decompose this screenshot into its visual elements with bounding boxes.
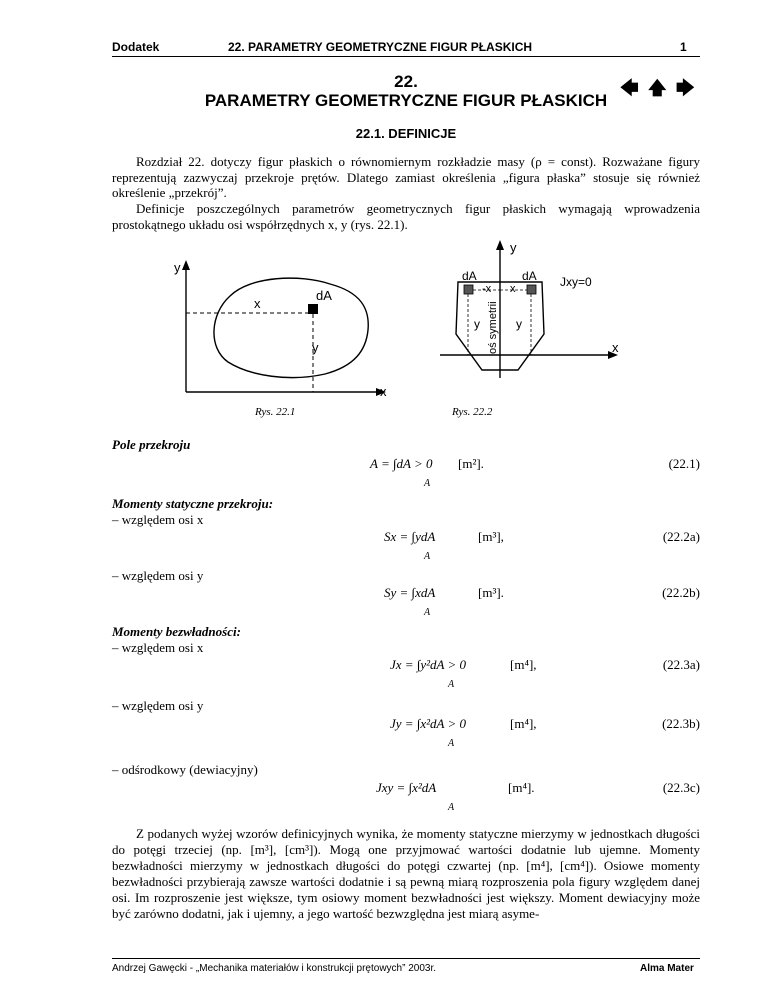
figure-22-1 (170, 258, 400, 398)
statyczne-item-y: – względem osi y (112, 568, 204, 583)
sx-sub: A (424, 551, 431, 562)
bezwladnosci-item-xy: – odśrodkowy (dewiacyjny) (112, 762, 258, 777)
sx-formula: Sx = ∫ydA (384, 529, 436, 544)
chapter-number: 22. (394, 72, 418, 91)
header-left: Dodatek (112, 40, 160, 54)
header-rule (112, 56, 700, 57)
pole-formula: A = ∫dA > 0 (370, 456, 433, 471)
jx-formula: Jx = ∫y²dA > 0 (390, 657, 467, 672)
jx-eq-number: (22.3a) (662, 657, 700, 672)
fig2-dA-left-label: dA (462, 269, 477, 283)
up-arrow-icon[interactable]: 🡅 (648, 78, 667, 99)
jxy-sub: A (448, 802, 455, 813)
fig1-y-label: y (174, 260, 181, 275)
jx-unit: [m⁴], (510, 657, 537, 672)
conclusion-paragraph: Z podanych wyżej wzorów definicyjnych wynika, że momenty statyczne mierzymy w jednostkach długości do potęgi trzeciej (np. [m³], [cm³]). Mogą one przyjmować wartości dodatnie lub ujemne. Momenty bezwładności mierzymy w jednostkach długości do potęgi czwartej (np. [m⁴], [cm⁴]). Osiowe momenty bezwładności przybierają zawsze wartości dodatnie i są pewną miarą rozproszenia pola figury względem danej osi. Im rozproszenie jest większe, tym osiowy moment bezwładności jest większy. Moment dewiacyjny może być zarówno dodatni, jak i ujemny, a jego wartość bezwzględna jest miarą asyme- (112, 826, 700, 921)
jy-sub: A (448, 738, 455, 749)
fig1-y-arrow-icon (182, 260, 190, 270)
sy-sub: A (424, 607, 431, 618)
jy-eq-number: (22.3b) (662, 716, 700, 731)
sx-unit: [m³], (478, 529, 504, 544)
prev-arrow-icon[interactable]: 🡄 (620, 78, 639, 99)
fig1-dA-label: dA (316, 288, 332, 303)
fig1-x-distance: x (254, 296, 261, 311)
fig2-plus-x: x (510, 283, 516, 295)
sy-unit: [m³]. (478, 585, 504, 600)
jxy-unit: [m⁴]. (508, 780, 535, 795)
jy-formula: Jy = ∫x²dA > 0 (390, 716, 467, 731)
bezwladnosci-item-x: – względem osi x (112, 640, 204, 655)
jxy-eq-number: (22.3c) (662, 780, 700, 795)
fig2-y-label: y (510, 240, 517, 255)
fig2-y-arrow-icon (496, 240, 504, 250)
fig2-dA-left (464, 285, 473, 294)
fig1-shape (214, 278, 368, 377)
jx-sub: A (448, 679, 455, 690)
fig2-dA-right-label: dA (522, 269, 537, 283)
intro-paragraph-1: Rozdział 22. dotyczy figur płaskich o równomiernym rozkładzie masy (ρ = const). Rozważane figury reprezentują zazwyczaj przekroje prętów. Dlatego zamiast określenia „figura płaska” stosuje się również określenie „przekrój”. (112, 154, 700, 200)
footer-left: Andrzej Gawęcki - „Mechanika materiałów i konstrukcji prętowych” 2003r. (112, 963, 437, 974)
pole-eq-number: (22.1) (668, 456, 700, 471)
header-center: 22. PARAMETRY GEOMETRYCZNE FIGUR PŁASKICH (228, 40, 533, 54)
chapter-title: PARAMETRY GEOMETRYCZNE FIGUR PŁASKICH (204, 91, 608, 110)
fig1-dA-element (308, 304, 318, 314)
jy-unit: [m⁴], (510, 716, 537, 731)
figure-22-2 (440, 238, 630, 378)
intro-paragraph-2: Definicje poszczególnych parametrów geometrycznych figur płaskich wymagają wprowadzenia prostokątnego układu osi współrzędnych x, y (rys. 22.1). (112, 201, 700, 232)
jxy-formula: Jxy = ∫x²dA (376, 780, 437, 795)
sx-eq-number: (22.2a) (662, 529, 700, 544)
fig1-caption: Rys. 22.1 (255, 406, 296, 418)
fig2-minus-x: -x (482, 283, 492, 295)
footer-right: Alma Mater (640, 963, 694, 974)
pole-sub: A (424, 478, 431, 489)
fig2-x-label: x (612, 340, 619, 355)
fig2-dA-right (527, 285, 536, 294)
section-heading: 22.1. DEFINICJE (355, 126, 457, 141)
pole-heading: Pole przekroju (112, 437, 191, 452)
fig2-y-left: y (474, 317, 480, 331)
next-arrow-icon[interactable]: 🡆 (676, 78, 695, 99)
bezwladnosci-item-y: – względem osi y (112, 698, 204, 713)
sy-eq-number: (22.2b) (662, 585, 700, 600)
fig2-y-right: y (516, 317, 522, 331)
footer-rule (112, 958, 700, 959)
statyczne-item-x: – względem osi x (112, 512, 204, 527)
fig2-jxy-label: Jxy=0 (560, 275, 592, 289)
fig2-symmetry-label: oś symetrii (487, 301, 499, 354)
fig2-caption: Rys. 22.2 (452, 406, 493, 418)
statyczne-heading: Momenty statyczne przekroju: (112, 496, 274, 511)
pole-unit: [m²]. (458, 456, 484, 471)
fig1-x-label: x (380, 384, 387, 398)
fig1-y-distance: y (312, 340, 319, 355)
bezwladnosci-heading: Momenty bezwładności: (112, 624, 241, 639)
sy-formula: Sy = ∫xdA (384, 585, 436, 600)
page-number: 1 (680, 40, 687, 54)
